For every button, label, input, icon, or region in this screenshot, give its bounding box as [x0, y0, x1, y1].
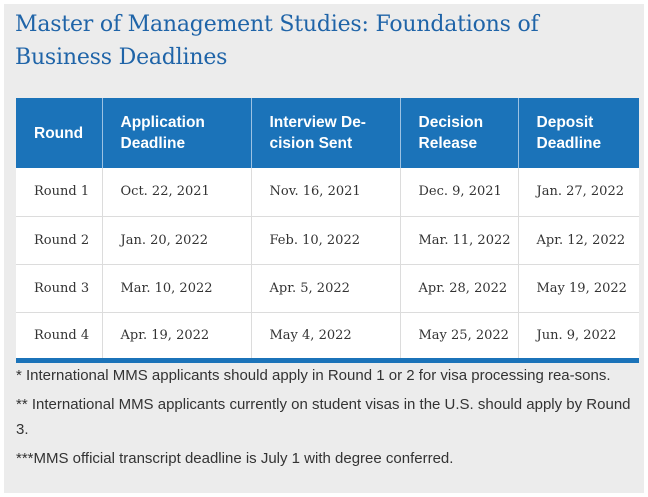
cell-decision-release: Apr. 28, 2022	[400, 264, 518, 312]
cell-round: Round 4	[16, 312, 102, 360]
cell-application-deadline: Mar. 10, 2022	[102, 264, 251, 312]
table-row	[16, 216, 639, 264]
column-header-deposit-deadline: Deposit Deadline	[518, 98, 639, 168]
deadlines-panel	[4, 4, 644, 493]
deadlines-table	[16, 98, 639, 363]
column-header-application-deadline: Application Deadline	[102, 98, 251, 168]
cell-application-deadline: Jan. 20, 2022	[102, 216, 251, 264]
table-row	[16, 264, 639, 312]
cell-round: Round 3	[16, 264, 102, 312]
cell-interview-decision-sent: Apr. 5, 2022	[251, 264, 400, 312]
cell-round: Round 1	[16, 168, 102, 216]
cell-interview-decision-sent: Nov. 16, 2021	[251, 168, 400, 216]
cell-round: Round 2	[16, 216, 102, 264]
footnote-transcript-deadline: ***MMS official transcript deadline is July 1 with degree conferred.	[16, 450, 454, 467]
cell-decision-release: May 25, 2022	[400, 312, 518, 360]
footnotes	[16, 363, 634, 475]
page-title: Master of Management Studies: Foundations of Business Deadlines	[15, 12, 539, 70]
cell-deposit-deadline: Jun. 9, 2022	[518, 312, 639, 360]
cell-deposit-deadline: May 19, 2022	[518, 264, 639, 312]
footnote-student-visas: ** International MMS applicants currently on student visas in the U.S. should apply by Round 3.	[16, 396, 631, 438]
cell-application-deadline: Apr. 19, 2022	[102, 312, 251, 360]
cell-decision-release: Mar. 11, 2022	[400, 216, 518, 264]
cell-deposit-deadline: Jan. 27, 2022	[518, 168, 639, 216]
column-header-round: Round	[16, 98, 102, 168]
cell-deposit-deadline: Apr. 12, 2022	[518, 216, 639, 264]
table-row	[16, 168, 639, 216]
table-row	[16, 312, 639, 360]
cell-decision-release: Dec. 9, 2021	[400, 168, 518, 216]
cell-interview-decision-sent: May 4, 2022	[251, 312, 400, 360]
cell-application-deadline: Oct. 22, 2021	[102, 168, 251, 216]
footnote-visa-rounds: * International MMS applicants should apply in Round 1 or 2 for visa processing rea-sons.	[16, 367, 611, 384]
cell-interview-decision-sent: Feb. 10, 2022	[251, 216, 400, 264]
column-header-decision-release: Decision Release	[400, 98, 518, 168]
column-header-interview-decision-sent: Interview De-cision Sent	[251, 98, 400, 168]
table-header-row	[16, 98, 639, 168]
